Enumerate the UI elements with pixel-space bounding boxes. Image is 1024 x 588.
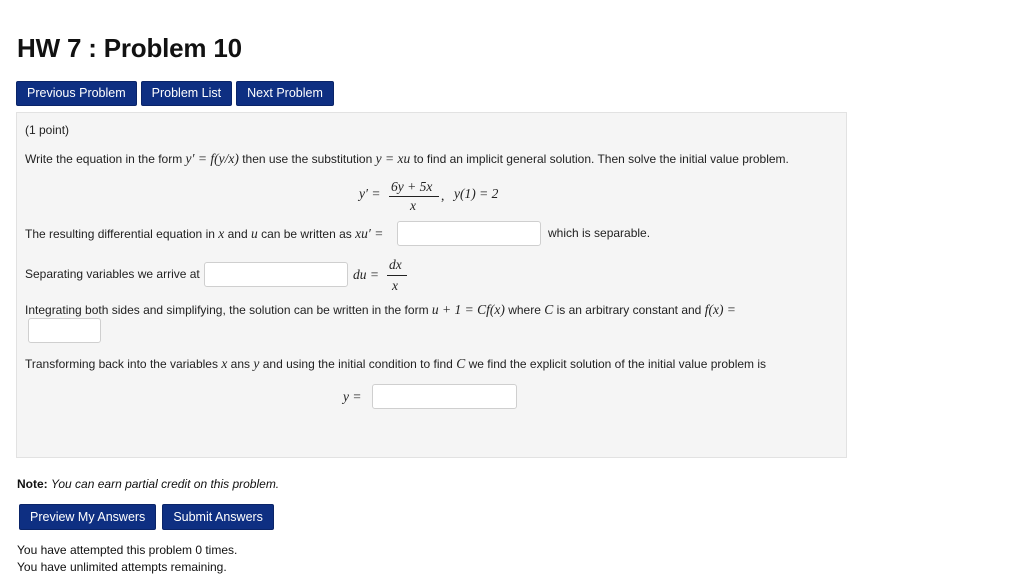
q4-text-1: Transforming back into the variables [25, 357, 218, 371]
q3-math-c: C [544, 302, 554, 317]
instructions-text-2: then use the substitution [242, 152, 373, 166]
q1-math: xu′ = [355, 226, 384, 241]
equation-lhs: y′ = [359, 186, 381, 201]
q2-du: du = [353, 267, 379, 282]
problem-navigation [16, 81, 334, 106]
q4-var-x: x [221, 356, 228, 371]
next-problem-button[interactable]: Next Problem [236, 81, 334, 106]
q1-suffix: which is separable. [548, 226, 651, 240]
instructions-form-math: y′ = f(y/x) [185, 151, 239, 166]
q1-prompt [25, 226, 383, 242]
instructions-text-1: Write the equation in the form [25, 152, 183, 166]
q3-text-2: where [508, 303, 541, 317]
q3-text-3: is an arbitrary constant and [556, 303, 702, 317]
q4-text-ans: ans [230, 357, 251, 371]
q1-var-u: u [250, 226, 258, 241]
equation-denominator: x [410, 198, 416, 213]
answer-input-4[interactable] [372, 384, 517, 409]
q4-math-c: C [456, 356, 466, 371]
q3-prompt [25, 302, 736, 318]
equation-comma: , [441, 188, 445, 203]
q3-text-1: Integrating both sides and simplifying, the solution can be written in the form [25, 303, 429, 317]
q4-text-2: and using the initial condition to find [262, 357, 453, 371]
attempts-status: You have attempted this problem 0 times. [17, 543, 238, 557]
answer-input-2[interactable] [204, 262, 348, 287]
previous-problem-button[interactable]: Previous Problem [16, 81, 137, 106]
equation-numerator-text: 6y + 5x [391, 179, 433, 194]
q1-text-2: can be written as [261, 227, 352, 241]
problem-list-button[interactable]: Problem List [141, 81, 232, 106]
partial-credit-note [17, 477, 279, 491]
instructions-sub-math: y = xu [375, 151, 411, 166]
q4-lhs: y = [343, 389, 362, 404]
answer-input-3[interactable] [28, 318, 101, 343]
q1-text-1: The resulting differential equation in [25, 227, 215, 241]
submit-answers-button[interactable]: Submit Answers [162, 504, 274, 530]
q2-numerator: dx [389, 257, 402, 272]
remaining-attempts-status: You have unlimited attempts remaining. [17, 560, 227, 574]
q2-prompt: Separating variables we arrive at [25, 267, 200, 281]
q4-var-y: y [253, 356, 260, 371]
q1-var-x: x [218, 226, 225, 241]
instructions-text-3: to find an implicit general solution. Then solve the initial value problem. [413, 152, 789, 166]
q1-text-and: and [227, 227, 248, 241]
problem-instructions [25, 151, 789, 167]
q4-prompt [25, 356, 766, 372]
problem-points: (1 point) [25, 123, 70, 137]
note-text: You can earn partial credit on this problem. [51, 477, 280, 491]
page-title: HW 7 : Problem 10 [17, 33, 242, 63]
answer-input-1[interactable] [397, 221, 541, 246]
q3-math-fx: f(x) = [704, 302, 736, 317]
q3-math-form: u + 1 = Cf(x) [431, 302, 505, 317]
equation-initial-condition: y(1) = 2 [454, 186, 499, 201]
q2-denominator: x [392, 278, 398, 293]
note-label: Note: [17, 477, 48, 491]
q4-text-3: we find the explicit solution of the initial value problem is [468, 357, 767, 371]
equation-fraction-bar [389, 196, 439, 197]
answer-actions [19, 504, 274, 530]
q2-fraction-bar [387, 275, 407, 276]
preview-answers-button[interactable]: Preview My Answers [19, 504, 156, 530]
equation-numerator [391, 179, 432, 195]
